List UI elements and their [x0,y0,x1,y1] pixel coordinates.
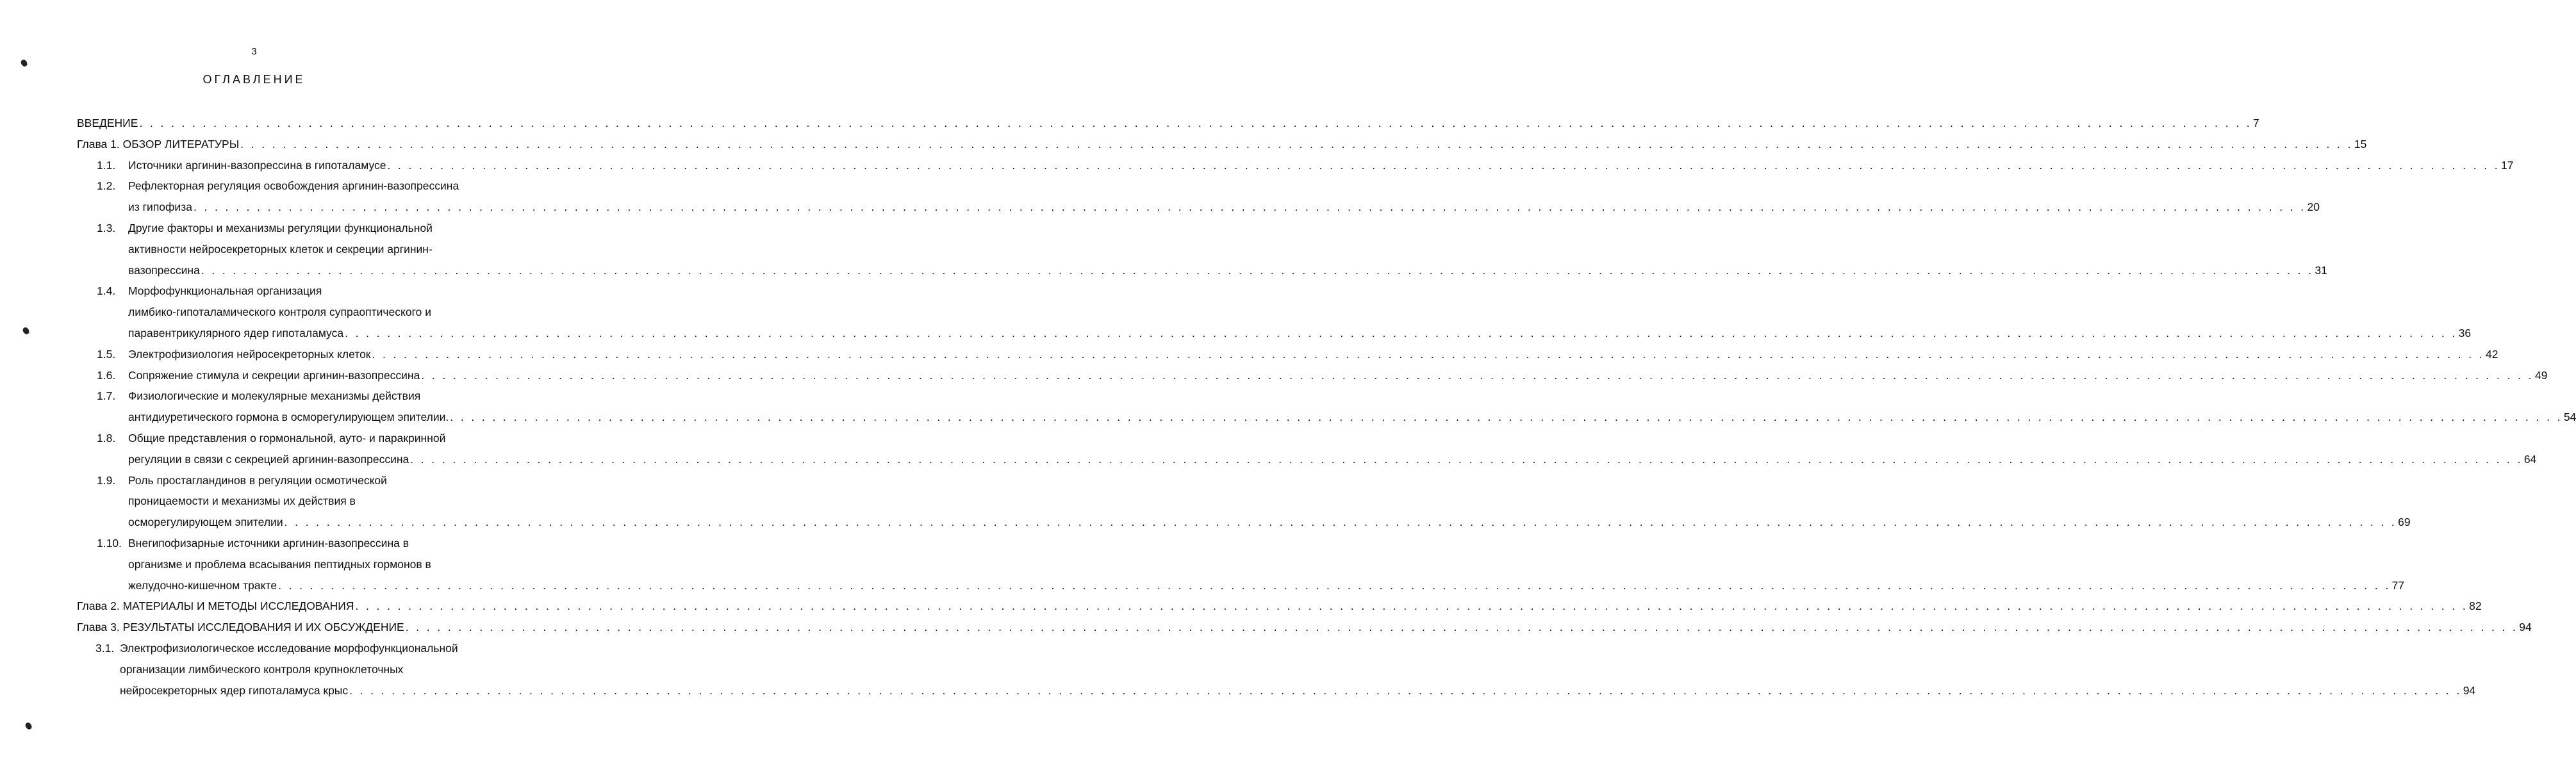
toc-entry-text[interactable] [128,386,484,407]
page-ref: 69 [2398,516,2411,529]
entry-title: лимбико-гипоталамического контроля супраоптического и [128,306,431,319]
page-ref: 17 [2501,158,2514,172]
dot-leader: . . . . . . . . . . . . . . . . . . . . . . . . . . . . . . . . . . . . . . . . . . . . . . . . . . . . . . . . . . . . . . . . . . . . . . . . . . . . . . . . . . . . . . . . . . . . . . . . . . . . . . . . . . . . . . . . . . . . . . . . . . . . . . . . . . . . . . . . . . . . . . . . . . . . . . . . . . . . . . . . . . . . . . . . . . . . . . . . . . . . . . . . . . . . . . . . . . . . . . . . [240,137,2353,151]
entry-title: желудочно-кишечном тракте [128,578,277,592]
toc-entry-text[interactable] [77,134,2367,155]
toc-entry-text[interactable] [128,323,2472,344]
entry-title: регуляции в связи с секрецией аргинин-вазопрессина [128,452,409,466]
toc-entry-text[interactable] [128,407,2576,428]
page-ref: 36 [2458,327,2472,339]
page-ref: 15 [2354,137,2367,151]
toc-line [97,470,484,491]
entry-title: нейросекреторных ядер гипоталамуса крыс [120,683,349,697]
toc-line [97,449,2537,470]
toc-entry-text[interactable] [77,113,2259,134]
section-number: 1.3. [97,222,116,234]
entry-title: Источники аргинин-вазопрессина в гипоталамусе [128,158,386,172]
toc-entry-text[interactable] [128,155,2514,176]
toc-line [97,302,484,323]
toc-line [97,281,484,302]
toc-entry-text[interactable] [128,197,2320,218]
dot-leader: . . . . . . . . . . . . . . . . . . . . . . . . . . . . . . . . . . . . . . . . . . . . . . . . . . . . . . . . . . . . . . . . . . . . . . . . . . . . . . . . . . . . . . . . . . . . . . . . . . . . . . . . . . . . . . . . . . . . . . . . . . . . . . . . . . . . . . . . . . . . . . . . . . . . . . . . . . . . . . . . . . . . . . . . . . . . . . . . . . . . . . . . . . . . . . . . . . . . . . . . [193,200,2306,214]
toc-entry-text[interactable] [128,302,484,323]
entry-title: Рефлекторная регуляция освобождения аргинин-вазопрессина [128,179,459,193]
dot-leader: . . . . . . . . . . . . . . . . . . . . . . . . . . . . . . . . . . . . . . . . . . . . . . . . . . . . . . . . . . . . . . . . . . . . . . . . . . . . . . . . . . . . . . . . . . . . . . . . . . . . . . . . . . . . . . . . . . . . . . . . . . . . . . . . . . . . . . . . . . . . . . . . . . . . . . . . . . . . . . . . . . . . . . . . . . . . . . . . . . . . . . . . . . . . . . . . . . . . . . . . [421,368,2534,382]
page-ref: 54 [2563,411,2576,424]
section-number: 1.9. [97,473,116,487]
toc-line [77,596,2482,617]
toc-line [97,239,484,260]
page-ref: 7 [2253,117,2259,129]
toc-entry-text[interactable] [128,260,2327,281]
page-ref: 64 [2523,452,2537,466]
toc-line [97,491,484,512]
section-number: 1.5. [97,347,116,361]
section-number: 1.8. [97,432,116,445]
entry-title: из гипофиза [128,200,192,214]
entry-title: Физиологические и молекулярные механизмы действия [128,389,421,403]
toc-title: ОГЛАВЛЕНИЕ [202,73,306,86]
entry-title: организации лимбического контроля крупноклеточных [120,662,404,676]
entry-title: Глава 3. РЕЗУЛЬТАТЫ ИССЛЕДОВАНИЯ И ИХ ОБСУЖДЕНИЕ [77,621,404,634]
dot-leader: . . . . . . . . . . . . . . . . . . . . . . . . . . . . . . . . . . . . . . . . . . . . . . . . . . . . . . . . . . . . . . . . . . . . . . . . . . . . . . . . . . . . . . . . . . . . . . . . . . . . . . . . . . . . . . . . . . . . . . . . . . . . . . . . . . . . . . . . . . . . . . . . . . . . . . . . . . . . . . . . . . . . . . . . . . . . . . . . . . . . . . . . . . . . . . . . . . . . . . . . [278,578,2391,592]
toc-entry-text[interactable] [128,175,484,197]
entry-title: Глава 1. ОБЗОР ЛИТЕРАТУРЫ [77,137,240,151]
entry-title: Электрофизиология нейросекреторных клеток [128,347,371,361]
toc-entry-text[interactable] [128,281,484,302]
toc-line [97,260,2327,281]
toc-line [97,407,2576,428]
entry-title: Другие факторы и механизмы регуляции функциональной [128,222,433,234]
toc-entry-text[interactable] [128,554,484,575]
toc-line [97,512,2411,533]
entry-title: осморегулирующем эпителии [128,516,283,529]
toc-entry-text[interactable] [128,218,484,239]
toc-entry-text[interactable] [128,365,2548,386]
page-ref: 49 [2534,368,2548,382]
page-ref: 82 [2469,600,2482,613]
toc-entry-text[interactable] [128,575,2405,596]
dot-leader: . . . . . . . . . . . . . . . . . . . . . . . . . . . . . . . . . . . . . . . . . . . . . . . . . . . . . . . . . . . . . . . . . . . . . . . . . . . . . . . . . . . . . . . . . . . . . . . . . . . . . . . . . . . . . . . . . . . . . . . . . . . . . . . . . . . . . . . . . . . . . . . . . . . . . . . . . . . . . . . . . . . . . . . . . . . . . . . . . . . . . . . . . . . . . . . . . . . . . . . . [450,411,2563,424]
entry-title: Электрофизиологическое исследование морфофункциональной [120,642,458,655]
entry-title: антидиуретического гормона в осморегулирующем эпителии. [128,411,449,424]
dot-leader: . . . . . . . . . . . . . . . . . . . . . . . . . . . . . . . . . . . . . . . . . . . . . . . . . . . . . . . . . . . . . . . . . . . . . . . . . . . . . . . . . . . . . . . . . . . . . . . . . . . . . . . . . . . . . . . . . . . . . . . . . . . . . . . . . . . . . . . . . . . . . . . . . . . . . . . . . . . . . . . . . . . . . . . . . . . . . . . . . . . . . . . . . . . . . . . . . . . . . . . . [349,683,2462,697]
toc-line [97,323,2472,344]
entry-title: активности нейросекреторных клеток и секреции аргинин- [128,242,433,256]
toc-line [97,344,2498,365]
page-ref: 42 [2486,347,2498,361]
entry-title: Морфофункциональная организация [128,284,322,298]
toc-line [97,197,2320,218]
section-number: 1.6. [97,368,116,382]
dot-leader: . . . . . . . . . . . . . . . . . . . . . . . . . . . . . . . . . . . . . . . . . . . . . . . . . . . . . . . . . . . . . . . . . . . . . . . . . . . . . . . . . . . . . . . . . . . . . . . . . . . . . . . . . . . . . . . . . . . . . . . . . . . . . . . . . . . . . . . . . . . . . . . . . . . . . . . . . . . . . . . . . . . . . . . . . . . . . . . . . . . . . . . . . . . . . . . . . . . . . . . . [387,158,2500,172]
section-number: 1.7. [97,389,116,403]
entry-title: Внегипофизарные источники аргинин-вазопрессина в [128,537,409,550]
scan-mark [22,327,29,335]
toc-line [97,554,484,575]
toc-entry-text[interactable] [128,428,484,449]
entry-title: проницаемости и механизмы их действия в [128,494,356,508]
toc-line [97,155,2514,176]
dot-leader: . . . . . . . . . . . . . . . . . . . . . . . . . . . . . . . . . . . . . . . . . . . . . . . . . . . . . . . . . . . . . . . . . . . . . . . . . . . . . . . . . . . . . . . . . . . . . . . . . . . . . . . . . . . . . . . . . . . . . . . . . . . . . . . . . . . . . . . . . . . . . . . . . . . . . . . . . . . . . . . . . . . . . . . . . . . . . . . . . . . . . . . . . . . . . . . . . . . . . . . . [345,327,2457,339]
entry-title: Сопряжение стимула и секреции аргинин-вазопрессина [128,368,420,382]
entry-title: Общие представления о гормональной, ауто- и паракринной [128,432,446,445]
toc-line [97,575,2405,596]
page-ref: 31 [2315,263,2327,277]
section-number: 1.1. [97,158,116,172]
toc-line [77,617,2532,638]
toc-line [97,386,484,407]
toc-entry-text[interactable] [120,659,484,680]
dot-leader: . . . . . . . . . . . . . . . . . . . . . . . . . . . . . . . . . . . . . . . . . . . . . . . . . . . . . . . . . . . . . . . . . . . . . . . . . . . . . . . . . . . . . . . . . . . . . . . . . . . . . . . . . . . . . . . . . . . . . . . . . . . . . . . . . . . . . . . . . . . . . . . . . . . . . . . . . . . . . . . . . . . . . . . . . . . . . . . . . . . . . . . . . . . . . . . . . . . . . . . . [405,621,2518,634]
section-number: 1.4. [97,284,116,298]
dot-leader: . . . . . . . . . . . . . . . . . . . . . . . . . . . . . . . . . . . . . . . . . . . . . . . . . . . . . . . . . . . . . . . . . . . . . . . . . . . . . . . . . . . . . . . . . . . . . . . . . . . . . . . . . . . . . . . . . . . . . . . . . . . . . . . . . . . . . . . . . . . . . . . . . . . . . . . . . . . . . . . . . . . . . . . . . . . . . . . . . . . . . . . . . . . . . . . . . . . . . . . . [201,263,2314,277]
toc-line [77,113,2259,134]
dot-leader: . . . . . . . . . . . . . . . . . . . . . . . . . . . . . . . . . . . . . . . . . . . . . . . . . . . . . . . . . . . . . . . . . . . . . . . . . . . . . . . . . . . . . . . . . . . . . . . . . . . . . . . . . . . . . . . . . . . . . . . . . . . . . . . . . . . . . . . . . . . . . . . . . . . . . . . . . . . . . . . . . . . . . . . . . . . . . . . . . . . . . . . . . . . . . . . . . . . . . . . . [410,452,2523,466]
page-ref: 94 [2463,683,2476,697]
scan-mark [20,59,28,67]
dot-leader: . . . . . . . . . . . . . . . . . . . . . . . . . . . . . . . . . . . . . . . . . . . . . . . . . . . . . . . . . . . . . . . . . . . . . . . . . . . . . . . . . . . . . . . . . . . . . . . . . . . . . . . . . . . . . . . . . . . . . . . . . . . . . . . . . . . . . . . . . . . . . . . . . . . . . . . . . . . . . . . . . . . . . . . . . . . . . . . . . . . . . . . . . . . . . . . . . . . . . . . . [284,516,2397,529]
toc-line [97,428,484,449]
section-number: 1.10. [97,537,122,550]
toc-line [97,365,2548,386]
toc-line [97,218,484,239]
page-ref: 20 [2307,200,2320,214]
dot-leader: . . . . . . . . . . . . . . . . . . . . . . . . . . . . . . . . . . . . . . . . . . . . . . . . . . . . . . . . . . . . . . . . . . . . . . . . . . . . . . . . . . . . . . . . . . . . . . . . . . . . . . . . . . . . . . . . . . . . . . . . . . . . . . . . . . . . . . . . . . . . . . . . . . . . . . . . . . . . . . . . . . . . . . . . . . . . . . . . . . . . . . . . . . . . . . . . . . . . . . . . [372,347,2485,361]
entry-title: Глава 2. МАТЕРИАЛЫ И МЕТОДЫ ИССЛЕДОВАНИЯ [77,600,354,613]
dot-leader: . . . . . . . . . . . . . . . . . . . . . . . . . . . . . . . . . . . . . . . . . . . . . . . . . . . . . . . . . . . . . . . . . . . . . . . . . . . . . . . . . . . . . . . . . . . . . . . . . . . . . . . . . . . . . . . . . . . . . . . . . . . . . . . . . . . . . . . . . . . . . . . . . . . . . . . . . . . . . . . . . . . . . . . . . . . . . . . . . . . . . . . . . . . . . . . . . . . . . . . . [139,117,2252,129]
section-number: 1.2. [97,179,116,193]
entry-title: вазопрессина [128,263,200,277]
entry-title: Роль простагландинов в регуляции осмотической [128,473,387,487]
page-ref: 77 [2391,578,2405,592]
toc-line [95,680,2476,701]
page-number: 3 [251,46,257,57]
dot-leader: . . . . . . . . . . . . . . . . . . . . . . . . . . . . . . . . . . . . . . . . . . . . . . . . . . . . . . . . . . . . . . . . . . . . . . . . . . . . . . . . . . . . . . . . . . . . . . . . . . . . . . . . . . . . . . . . . . . . . . . . . . . . . . . . . . . . . . . . . . . . . . . . . . . . . . . . . . . . . . . . . . . . . . . . . . . . . . . . . . . . . . . . . . . . . . . . . . . . . . . . [355,600,2468,613]
toc-entry-text[interactable] [77,596,2482,617]
toc-line [97,533,484,554]
toc-entry-text[interactable] [128,239,484,260]
toc-line [97,175,484,197]
toc-entry-text[interactable] [128,344,2498,365]
toc-entry-text[interactable] [128,512,2411,533]
toc-line [77,134,2367,155]
entry-title: организме и проблема всасывания пептидных гормонов в [128,557,431,571]
entry-title: ВВЕДЕНИЕ [77,117,138,129]
scan-mark [24,722,32,730]
toc-entry-text[interactable] [128,533,484,554]
toc-entry-text[interactable] [128,470,484,491]
toc-entry-text[interactable] [128,449,2537,470]
toc-entry-text[interactable] [77,617,2532,638]
toc-entry-text[interactable] [128,491,484,512]
section-number: 3.1. [95,642,115,655]
entry-title: паравентрикулярного ядер гипоталамуса [128,327,344,339]
page-ref: 94 [2519,621,2532,634]
toc-entry-text[interactable] [120,680,2476,701]
toc-line [95,638,484,659]
toc-entry-text[interactable] [120,638,484,659]
toc-line [95,659,484,680]
